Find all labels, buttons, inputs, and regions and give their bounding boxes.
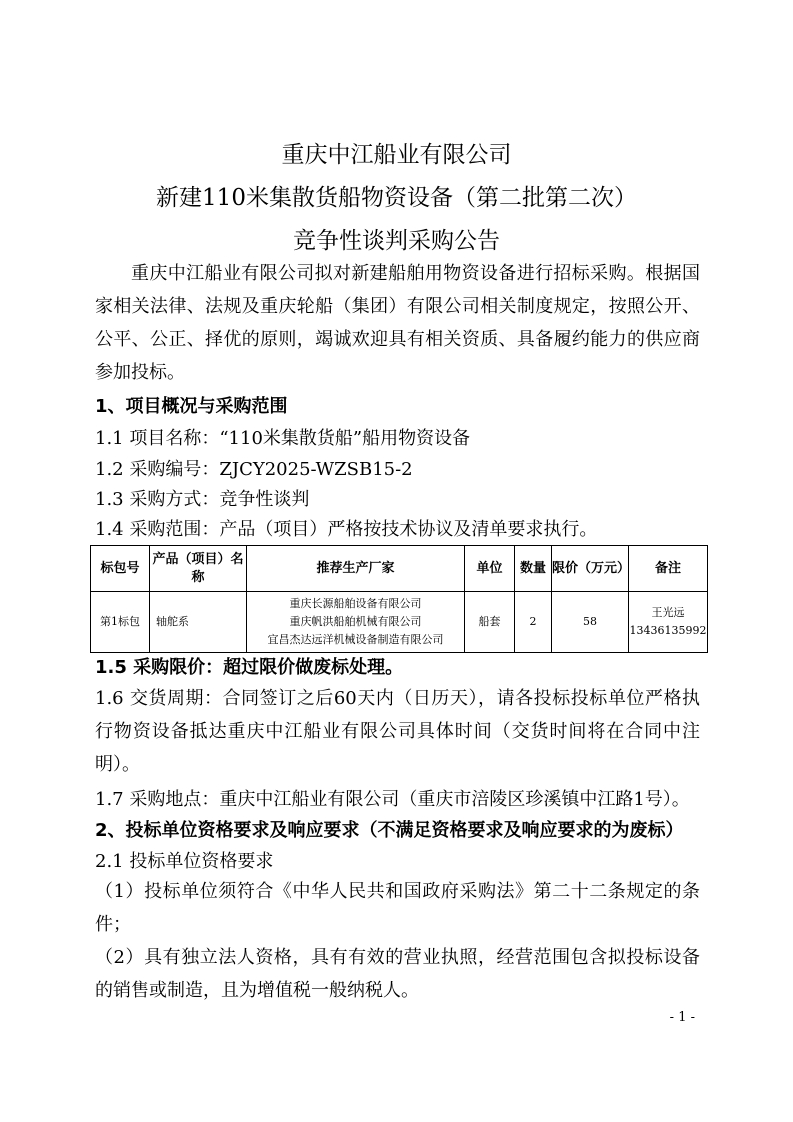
header-price-limit: 限价（万元） bbox=[552, 546, 629, 592]
header-quantity: 数量 bbox=[515, 546, 552, 592]
item-1-6: 1.6 交货周期：合同签订之后60天内（日历天），请各投标投标单位严格执行物资设备抵达重庆中江船业有限公司具体时间（交货时间将在合同中注明）。 bbox=[95, 688, 700, 775]
cell-remark bbox=[629, 592, 708, 653]
item-1-3: 1.3 采购方式：竞争性谈判 bbox=[95, 489, 310, 510]
item-1-7: 1.7 采购地点：重庆中江船业有限公司（重庆市涪陵区珍溪镇中江路1号）。 bbox=[95, 789, 690, 810]
item-1-2: 1.2 采购编号：ZJCY2025-WZSB15-2 bbox=[95, 459, 413, 480]
page-number-text: - 1 - bbox=[669, 1010, 695, 1025]
item-2-1: 2.1 投标单位资格要求 bbox=[95, 851, 274, 872]
item-1-4: 1.4 采购范围：产品（项目）严格按技术协议及清单要求执行。 bbox=[95, 519, 598, 540]
manufacturer-2: 重庆帆洪船舶机械有限公司 bbox=[289, 615, 422, 628]
header-remark: 备注 bbox=[629, 546, 708, 592]
header-unit: 单位 bbox=[465, 546, 515, 592]
cell-quantity: 2 bbox=[515, 592, 552, 653]
manufacturer-1: 重庆长源船舶设备有限公司 bbox=[289, 597, 422, 610]
requirement-1: （1）投标单位须符合《中华人民共和国政府采购法》第二十二条规定的条件； bbox=[95, 881, 700, 935]
doc-title-company: 重庆中江船业有限公司 bbox=[281, 142, 512, 168]
requirement-2: （2）具有独立法人资格，具有有效的营业执照，经营范围包含拟投标设备的销售或制造，且为增值税一般纳税人。 bbox=[95, 947, 700, 1001]
cell-manufacturers bbox=[247, 592, 465, 653]
contact-phone: 13436135992 bbox=[629, 624, 707, 637]
cell-product: 轴舵系 bbox=[150, 592, 247, 653]
page-number bbox=[0, 1010, 793, 1025]
doc-title-type: 竞争性谈判采购公告 bbox=[293, 228, 500, 254]
header-package: 标包号 bbox=[91, 546, 150, 592]
manufacturer-3: 宜昌杰达远洋机械设备制造有限公司 bbox=[267, 633, 444, 646]
table-header-row bbox=[91, 546, 708, 592]
table-row bbox=[91, 592, 708, 653]
contact-name: 王光远 bbox=[651, 606, 685, 619]
item-1-5: 1.5 采购限价：超过限价做废标处理。 bbox=[95, 657, 404, 678]
item-1-1: 1.1 项目名称：“110米集散货船”船用物资设备 bbox=[95, 428, 471, 449]
header-product: 产品（项目）名称 bbox=[150, 546, 247, 592]
doc-title-project: 新建110米集散货船物资设备（第二批第二次） bbox=[156, 185, 637, 211]
cell-package: 第1标包 bbox=[91, 592, 150, 653]
section-1-heading: 1、项目概况与采购范围 bbox=[95, 396, 288, 417]
section-2-heading: 2、投标单位资格要求及响应要求（不满足资格要求及响应要求的为废标） bbox=[95, 820, 684, 841]
cell-unit: 船套 bbox=[465, 592, 515, 653]
procurement-table bbox=[90, 545, 708, 653]
cell-price-limit: 58 bbox=[552, 592, 629, 653]
header-manufacturers: 推荐生产厂家 bbox=[247, 546, 465, 592]
intro-paragraph: 重庆中江船业有限公司拟对新建船舶用物资设备进行招标采购。根据国家相关法律、法规及重庆轮船（集团）有限公司相关制度规定，按照公开、公平、公正、择优的原则，竭诚欢迎具有相关资质、具备履约能力的供应商参加投标。 bbox=[95, 263, 700, 383]
